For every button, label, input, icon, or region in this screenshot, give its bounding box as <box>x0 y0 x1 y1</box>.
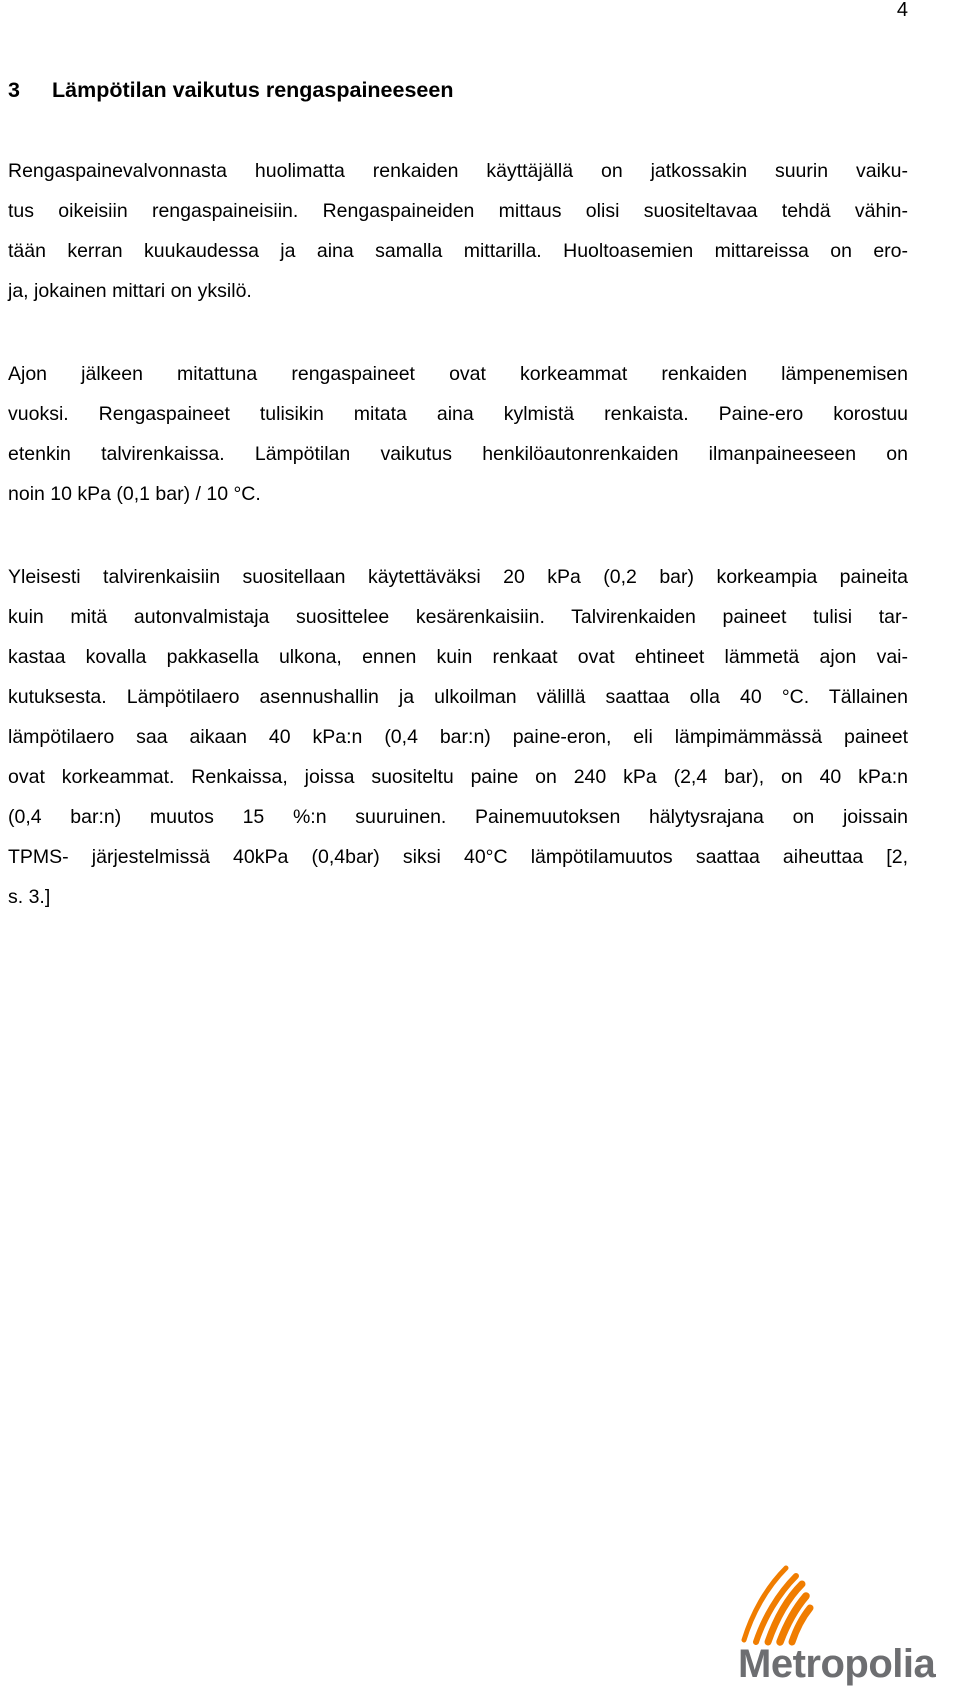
paragraph-line: kuin mitä autonvalmistaja suosittelee kesärenkaisiin. Talvirenkaiden paineet tulisi tar- <box>8 606 908 628</box>
paragraph-1 <box>8 151 908 311</box>
paragraph-line: ja, jokainen mittari on yksilö. <box>8 280 252 302</box>
paragraph-line: Ajon jälkeen mitattuna rengaspaineet ovat korkeammat renkaiden lämpenemisen <box>8 363 908 385</box>
paragraph-line: noin 10 kPa (0,1 bar) / 10 °C. <box>8 483 261 505</box>
section-number: 3 <box>8 78 20 102</box>
flame-stroke <box>756 1576 796 1642</box>
section-heading <box>8 76 453 104</box>
paragraph-line: s. 3.] <box>8 886 51 908</box>
paragraph-line: ovat korkeammat. Renkaissa, joissa suositeltu paine on 240 kPa (2,4 bar), on 40 kPa:n <box>8 766 908 788</box>
paragraph-3 <box>8 557 908 917</box>
paragraph-line: kastaa kovalla pakkasella ulkona, ennen kuin renkaat ovat ehtineet lämmetä ajon vai- <box>8 646 908 668</box>
metropolia-logo <box>738 1562 960 1687</box>
paragraph-line: TPMS- järjestelmissä 40kPa (0,4bar) siksi 40°C lämpötilamuutos saattaa aiheuttaa [2, <box>8 846 908 868</box>
paragraph-line: kutuksesta. Lämpötilaero asennushallin ja ulkoilman välillä saattaa olla 40 °C. Tällainen <box>8 686 908 708</box>
paragraph-line: (0,4 bar:n) muutos 15 %:n suuruinen. Painemuutoksen hälytysrajana on joissain <box>8 806 908 828</box>
paragraph-line: etenkin talvirenkaissa. Lämpötilan vaikutus henkilöautonrenkaiden ilmanpaineeseen on <box>8 443 908 465</box>
metropolia-flame-logo-icon <box>738 1562 960 1687</box>
page-number: 4 <box>896 0 908 21</box>
paragraph-line: Rengaspainevalvonnasta huolimatta renkaiden käyttäjällä on jatkossakin suurin vaiku- <box>8 160 908 182</box>
paragraph-line: Yleisesti talvirenkaisiin suositellaan käytettäväksi 20 kPa (0,2 bar) korkeampia paineita <box>8 566 908 588</box>
paragraph-line: lämpötilaero saa aikaan 40 kPa:n (0,4 bar:n) paine-eron, eli lämpimämmässä paineet <box>8 726 908 748</box>
paragraph-line: tään kerran kuukaudessa ja aina samalla mittarilla. Huoltoasemien mittareissa on ero- <box>8 240 908 262</box>
flame-stroke <box>744 1568 786 1640</box>
logo-wordmark: Metropolia <box>738 1642 936 1686</box>
section-title: Lämpötilan vaikutus rengaspaineeseen <box>52 78 454 102</box>
paragraph-line: tus oikeisiin rengaspaineisiin. Rengaspaineiden mittaus olisi suositeltavaa tehdä vähin- <box>8 200 908 222</box>
paragraph-line: vuoksi. Rengaspaineet tulisikin mitata aina kylmistä renkaista. Paine-ero korostuu <box>8 403 908 425</box>
paragraph-2 <box>8 354 908 514</box>
